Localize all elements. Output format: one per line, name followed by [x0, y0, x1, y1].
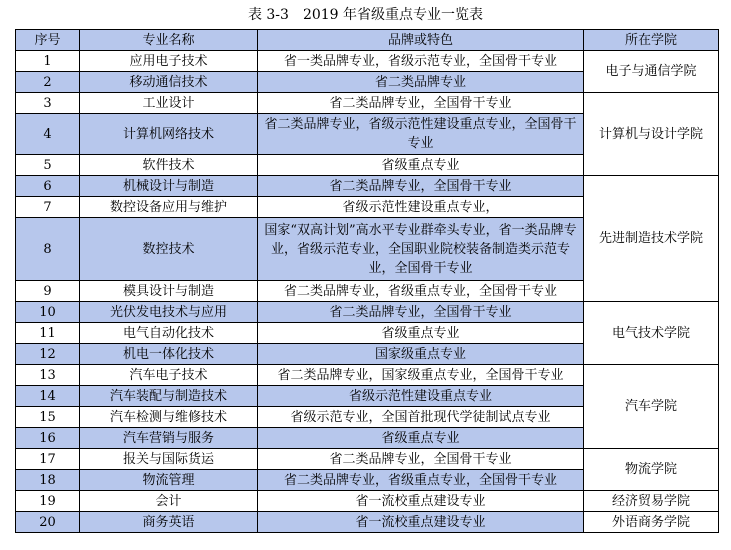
row-feature: 省二类品牌专业 [258, 72, 584, 93]
row-no: 2 [16, 72, 80, 93]
table-row [16, 512, 719, 533]
row-major: 数控技术 [80, 218, 258, 281]
row-no: 7 [16, 197, 80, 218]
row-feature: 省级示范性建设重点专业 [258, 386, 584, 407]
row-no: 3 [16, 93, 80, 114]
row-no: 9 [16, 281, 80, 302]
row-major: 数控设备应用与维护 [80, 197, 258, 218]
row-no: 18 [16, 470, 80, 491]
row-major: 会计 [80, 491, 258, 512]
row-feature: 省二类品牌专业，省级重点专业，全国骨干专业 [258, 470, 584, 491]
row-college: 电子与通信学院 [584, 51, 719, 93]
table-row [16, 176, 719, 197]
row-college: 经济贸易学院 [584, 491, 719, 512]
row-college: 计算机与设计学院 [584, 93, 719, 176]
row-college: 电气技术学院 [584, 302, 719, 365]
table-row [16, 491, 719, 512]
row-major: 应用电子技术 [80, 51, 258, 72]
row-feature: 省二类品牌专业，国家级重点专业，全国骨干专业 [258, 365, 584, 386]
row-no: 1 [16, 51, 80, 72]
table-row [16, 449, 719, 470]
row-major: 商务英语 [80, 512, 258, 533]
row-no: 4 [16, 114, 80, 155]
header-major: 专业名称 [80, 30, 258, 51]
header-feature: 品牌或特色 [258, 30, 584, 51]
row-major: 模具设计与制造 [80, 281, 258, 302]
row-feature: 省一流校重点建设专业 [258, 512, 584, 533]
row-no: 16 [16, 428, 80, 449]
row-no: 17 [16, 449, 80, 470]
row-feature: 国家“双高计划”高水平专业群牵头专业，省一类品牌专业，省级示范专业，全国职业院校装备制造类示范专业，全国骨干专业 [258, 218, 584, 281]
row-feature: 省级示范性建设重点专业， [258, 197, 584, 218]
row-no: 19 [16, 491, 80, 512]
row-no: 10 [16, 302, 80, 323]
table-row [16, 93, 719, 114]
row-feature: 省二类品牌专业，全国骨干专业 [258, 93, 584, 114]
row-feature: 省一流校重点建设专业 [258, 491, 584, 512]
row-major: 计算机网络技术 [80, 114, 258, 155]
row-major: 汽车营销与服务 [80, 428, 258, 449]
row-feature: 国家级重点专业 [258, 344, 584, 365]
header-row [16, 30, 719, 51]
row-no: 20 [16, 512, 80, 533]
header-no: 序号 [16, 30, 80, 51]
row-major: 软件技术 [80, 155, 258, 176]
row-college: 物流学院 [584, 449, 719, 491]
header-college: 所在学院 [584, 30, 719, 51]
row-feature: 省级示范专业，全国首批现代学徒制试点专业 [258, 407, 584, 428]
row-major: 报关与国际货运 [80, 449, 258, 470]
row-major: 机电一体化技术 [80, 344, 258, 365]
row-college: 先进制造技术学院 [584, 176, 719, 302]
row-no: 14 [16, 386, 80, 407]
row-no: 8 [16, 218, 80, 281]
row-no: 15 [16, 407, 80, 428]
row-major: 机械设计与制造 [80, 176, 258, 197]
row-feature: 省二类品牌专业，全国骨干专业 [258, 302, 584, 323]
row-major: 物流管理 [80, 470, 258, 491]
row-major: 汽车检测与维修技术 [80, 407, 258, 428]
row-no: 12 [16, 344, 80, 365]
row-feature: 省一类品牌专业，省级示范专业，全国骨干专业 [258, 51, 584, 72]
row-feature: 省二类品牌专业，全国骨干专业 [258, 176, 584, 197]
table-row [16, 302, 719, 323]
row-college: 外语商务学院 [584, 512, 719, 533]
row-no: 11 [16, 323, 80, 344]
row-no: 5 [16, 155, 80, 176]
row-no: 6 [16, 176, 80, 197]
row-major: 汽车电子技术 [80, 365, 258, 386]
row-no: 13 [16, 365, 80, 386]
row-major: 工业设计 [80, 93, 258, 114]
row-feature: 省级重点专业 [258, 428, 584, 449]
row-feature: 省二类品牌专业，省级重点专业，全国骨干专业 [258, 281, 584, 302]
table-row [16, 51, 719, 72]
row-feature: 省二类品牌专业，省级示范性建设重点专业，全国骨干专业 [258, 114, 584, 155]
row-college: 汽车学院 [584, 365, 719, 449]
key-majors-table [15, 29, 719, 533]
row-major: 移动通信技术 [80, 72, 258, 93]
row-major: 光伏发电技术与应用 [80, 302, 258, 323]
row-feature: 省二类品牌专业，全国骨干专业 [258, 449, 584, 470]
row-feature: 省级重点专业 [258, 323, 584, 344]
table-row [16, 365, 719, 386]
row-feature: 省级重点专业 [258, 155, 584, 176]
row-major: 汽车装配与制造技术 [80, 386, 258, 407]
row-major: 电气自动化技术 [80, 323, 258, 344]
table-caption: 表 3-3 2019 年省级重点专业一览表 [247, 7, 484, 23]
